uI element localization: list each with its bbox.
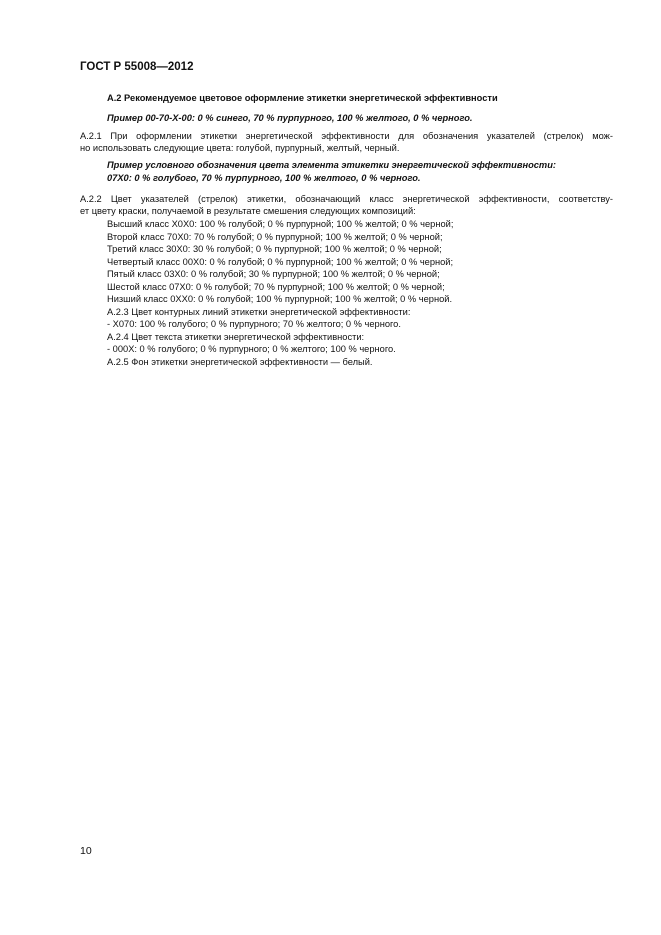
paragraph-a21-line1: А.2.1 При оформлении этикетки энергетической эффективности для обозначения указателей (стрелок) мож- <box>80 131 613 141</box>
class-item: Второй класс 70Х0: 70 % голубой; 0 % пурпурной; 100 % желтой; 0 % черной; <box>107 231 443 242</box>
example-2-line2: 07Х0: 0 % голубого, 70 % пурпурного, 100 % желтого, 0 % черного. <box>107 173 421 183</box>
class-item: Низший класс 0ХХ0: 0 % голубой; 100 % пурпурной; 100 % желтой; 0 % черной. <box>107 294 453 304</box>
paragraph-a23-value: - Х070: 100 % голубого; 0 % пурпурного; 70 % желтого; 0 % черного. <box>107 319 401 329</box>
paragraph-a22-line1: А.2.2 Цвет указателей (стрелок) этикетки, обозначающий класс энергетической эффективности, соответству- <box>80 194 613 204</box>
class-item: Высший класс Х0Х0: 100 % голубой; 0 % пурпурной; 100 % желтой; 0 % черной; <box>107 219 454 229</box>
paragraph-a22-line2: ет цвету краски, получаемой в результате смешения следующих композиций: <box>80 206 416 216</box>
paragraph-a23-title: А.2.3 Цвет контурных линий этикетки энергетической эффективности: <box>107 306 411 317</box>
class-item: Третий класс 30Х0: 30 % голубой; 0 % пурпурной; 100 % желтой; 0 % черной; <box>107 244 442 254</box>
section-title: А.2 Рекомендуемое цветовое оформление этикетки энергетической эффективности <box>107 93 498 103</box>
class-item: Пятый класс 03Х0: 0 % голубой; 30 % пурпурной; 100 % желтой; 0 % черной; <box>107 269 440 279</box>
paragraph-a25: А.2.5 Фон этикетки энергетической эффективности — белый. <box>107 356 373 367</box>
document-header: ГОСТ Р 55008—2012 <box>80 61 194 73</box>
class-item: Четвертый класс 00Х0: 0 % голубой; 0 % пурпурной; 100 % желтой; 0 % черной; <box>107 256 454 267</box>
class-item: Шестой класс 07Х0: 0 % голубой; 70 % пурпурной; 100 % желтой; 0 % черной; <box>107 281 445 292</box>
example-2-line1: Пример условного обозначения цвета элемента этикетки энергетической эффективности: <box>107 160 556 170</box>
paragraph-a24-value: - 000Х: 0 % голубого; 0 % пурпурного; 0 % желтого; 100 % черного. <box>107 344 396 354</box>
paragraph-a24-title: А.2.4 Цвет текста этикетки энергетической эффективности: <box>107 331 365 342</box>
paragraph-a21-line2: но использовать следующие цвета: голубой, пурпурный, желтый, черный. <box>80 143 400 153</box>
example-1: Пример 00-70-Х-00: 0 % синего, 70 % пурпурного, 100 % желтого, 0 % черного. <box>107 113 473 123</box>
page-number: 10 <box>80 845 92 857</box>
